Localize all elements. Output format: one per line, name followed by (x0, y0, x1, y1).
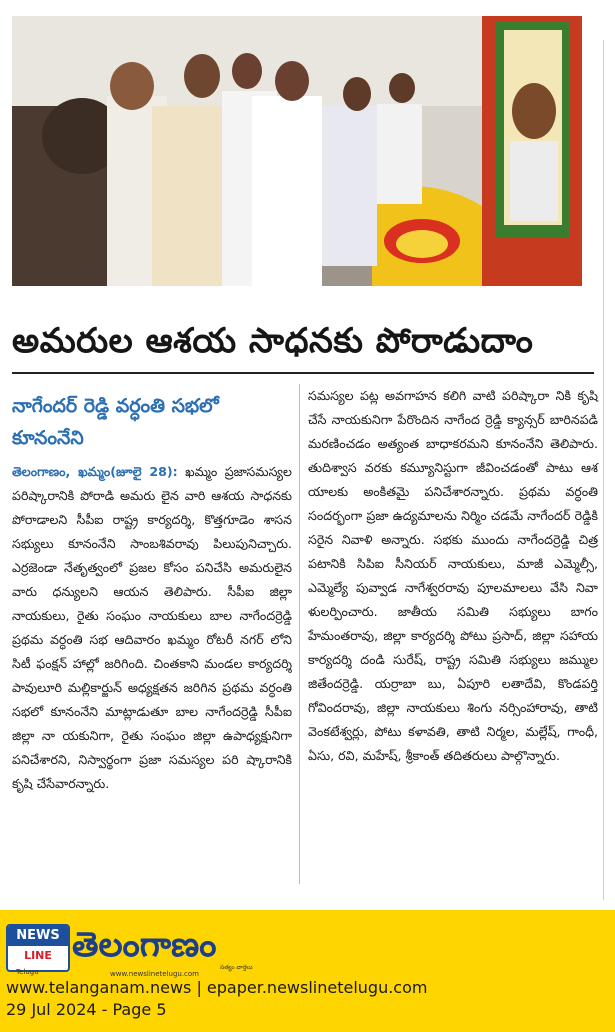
footer-links[interactable]: www.telanganam.news | epaper.newslinetelugu.com (6, 978, 428, 997)
article-right-body: సమస్యల పట్ల అవగాహన కలిగి వాటి పరిష్కారా నికి కృషి చేసే నాయకునిగా పేరొందిన నాగేంద ర్రెడ్డి క్యాన్సర్ బారినపడి మరణించడం అత్యంత బాధాకరమని కూనంనేని తెలిపారు. తుదిశ్వాస వరకు కమ్యూనిస్టుగా జీవించడంతో పాటు ఆశ యాలకు అంకితమై పనిచేశారన్నారు. ప్రథమ వర్ధంతి సందర్భంగా ప్రజా ఉద్యమాలను నిర్మిం చడమే నాగేందర్ రెడ్డికి సరైన నివాళి అన్నారు. సభకు ముందు నాగేందర్రెడ్డి చిత్ర పటానికి సిపిఐ సీనియర్ నాయకులు, మాజీ ఎమ్మెల్సీ, ఎమ్మెల్యే పువ్వాడ నాగేశ్వరరావు పూలమాలలు వేసి నివా ళులర్పించారు. జాతీయ సమితి సభ్యులు బాగం హేమంతరావు, జిల్లా కార్యదర్శి పోటు ప్రసాద్, జిల్లా సహాయ కార్యదర్శి దండి సురేష్, రాష్ట్ర సమితి సభ్యులు జమ్ముల జితేందర్రెడ్డి. యర్రాబా బు, ఏపూరి లతాదేవి, కొండపర్తి గోవిందరావు, జిల్లా నాయకులు శింగు నర్సింహారావు, తాటి వెంకటేశ్వర్లు, పోటు కళావతి, తాటి నిర్మల, మల్లేష్, గాంధీ, ఏసు, రవి, మహేష్, శ్రీకాంత్ తదితరులు పాల్గొన్నారు. (308, 388, 598, 763)
brand-url: www.newslinetelugu.com (110, 970, 199, 978)
newsline-logo (6, 924, 70, 972)
newsline-caption: Telugu (16, 968, 39, 976)
article-subheadline: నాగేందర్ రెడ్డి వర్ధంతి సభలో కూనంనేని (12, 395, 219, 449)
tribute-photo-illustration (12, 16, 582, 286)
newsline-logo-bottom: LINE (24, 949, 52, 962)
article-dateline: తెలంగాణం, ఖమ్మం(జూలై 28): (12, 464, 178, 479)
article-left-column (12, 384, 292, 796)
column-divider (299, 384, 300, 884)
newsline-logo-top: NEWS (8, 926, 68, 946)
footer-date-page: 29 Jul 2024 - Page 5 (6, 1000, 167, 1019)
page-edge-line (603, 40, 604, 900)
brand-tagline: సత్యం వార్తలు (220, 964, 253, 971)
article-right-column (308, 384, 598, 768)
telanganam-brand: తెలంగాణం (72, 925, 217, 965)
article-headline: అమరుల ఆశయ సాధనకు పోరాడుదాం (12, 321, 534, 361)
article-left-text: ఖమ్మం ప్రజాసమస్యల పరిష్కారానికి పోరాడి అమరు లైన వారి ఆశయ సాధనకు పోరాడాలని సీపీఐ రాష్ట్ర కార్యదర్శి, కొత్తగూడెం శాసన సభ్యులు కూనంనేని సాంబశివరావు పిలుపునిచ్చారు. ఎర్రజెండా నేతృత్వంలో ప్రజల కోసం పనిచేసి అమరులైన వారు ధన్యులని ఆయన తెలిపారు. సీపీఐ జిల్లా నాయకులు, రైతు సంఘం నాయకులు బాల నాగేందర్రెడ్డి ప్రథమ వర్ధంతి సభ ఆదివారం ఖమ్మం రోటరీ నగర్ లోని సిటీ ఫంక్షన్ హాల్లో జరిగింది. చింతకాని మండల కార్యదర్శి పావులూరి మల్లికార్జున్ అధ్యక్షతన జరిగిన ప్రథమ వర్ధంతి సభలో కూనంనేని మాట్లాడుతూ బాల నాగేందర్రెడ్డి సీపీఐ జిల్లా నా యకునిగా, రైతు సంఘం జిల్లా ఉపాధ్యక్షునిగా పనిచేశారని, నిస్వార్థంగా ప్రజా సమస్యల పరి ష్కారానికి కృషి చేసేవారన్నారు. (12, 464, 292, 791)
news-photo (12, 16, 582, 286)
epaper-footer (0, 910, 615, 1032)
headline-divider (12, 372, 594, 374)
article-left-body (12, 460, 292, 796)
